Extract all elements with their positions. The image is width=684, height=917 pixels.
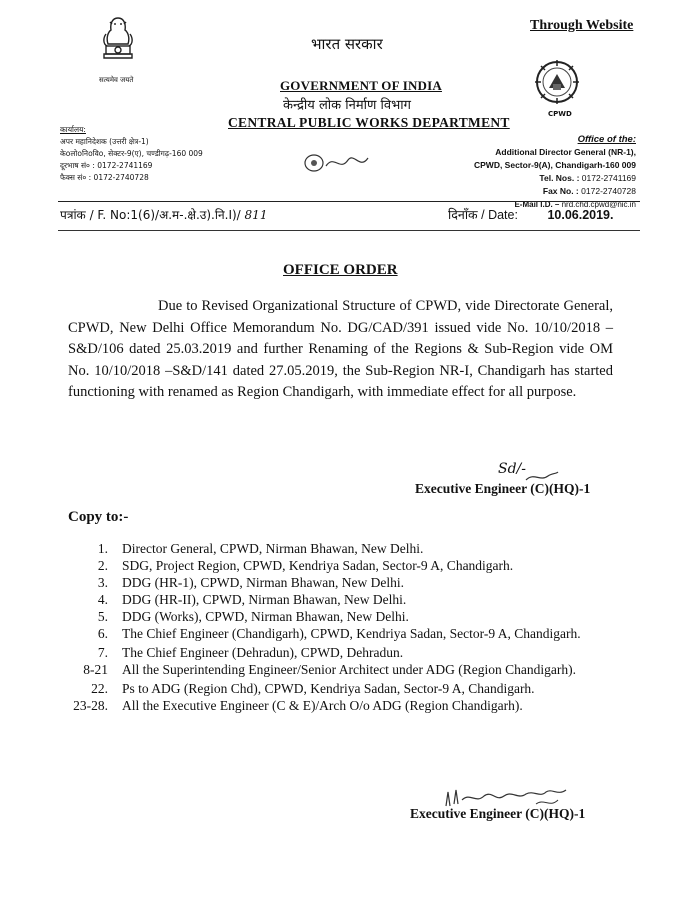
file-number: पत्रांक / F. No:1(6)/अ.म-.क्षे.उ).नि.I)/ — [60, 208, 241, 222]
fax-value: 0172-2740728 — [581, 186, 636, 196]
department-title: CENTRAL PUBLIC WORKS DEPARTMENT — [228, 115, 510, 130]
list-item-text: The Chief Engineer (Chandigarh), CPWD, Kendriya Sadan, Sector-9 A, Chandigarh. — [122, 626, 581, 641]
list-item — [58, 662, 618, 677]
cpwd-logo-icon — [533, 58, 581, 110]
copy-signatory: Executive Engineer (C)(HQ)-1 — [410, 806, 586, 821]
list-item-text: Ps to ADG (Region Chd), CPWD, Kendriya Sadan, Sector-9 A, Chandigarh. — [122, 681, 535, 696]
list-item — [58, 575, 618, 590]
signatory: Executive Engineer (C)(HQ)-1 — [415, 481, 591, 496]
hindi-office-address — [60, 124, 203, 184]
signature-mark: Sd/- — [498, 461, 526, 477]
list-item-number: 8-21 — [83, 662, 108, 677]
tel-value: 0172-2741169 — [581, 173, 636, 183]
date-value: 10.06.2019. — [547, 208, 614, 222]
list-item — [58, 558, 618, 573]
list-item — [58, 645, 618, 660]
address-label: कार्यालय: — [60, 125, 86, 134]
order-date — [448, 206, 613, 223]
list-item-number: 4. — [97, 592, 108, 607]
address-line: अपर महानिदेशक (उत्तरी क्षेत्र-1) — [60, 137, 149, 146]
list-item-number: 1. — [97, 541, 108, 556]
copy-to-label: Copy to:- — [68, 509, 129, 525]
list-item-text: All the Superintending Engineer/Senior Architect under ADG (Region Chandigarh). — [122, 662, 577, 677]
list-item — [58, 698, 618, 713]
date-label: दिनाँक / Date: — [448, 208, 518, 222]
header-divider — [58, 201, 640, 202]
handwritten-number: 811 — [244, 208, 268, 222]
through-website-label: Through Website — [530, 18, 634, 33]
address-phone: दूरभाष सं० : 0172-2741169 — [60, 161, 153, 170]
reference-divider — [58, 230, 640, 231]
list-item — [58, 626, 618, 641]
list-item — [58, 541, 618, 556]
file-reference — [60, 206, 267, 223]
list-item-text: DDG (Works), CPWD, Nirman Bhawan, New Delhi. — [122, 609, 409, 624]
list-item-number: 22. — [91, 681, 108, 696]
list-item-number: 23-28. — [73, 698, 108, 713]
address-line: Additional Director General (NR-1), — [495, 147, 636, 157]
fax-label: Fax No. : — [542, 186, 579, 196]
email-label: E-Mail I.D. – — [514, 200, 560, 209]
hindi-department-title: केन्द्रीय लोक निर्माण विभाग — [283, 98, 411, 113]
list-item-number: 2. — [97, 558, 108, 573]
office-of-label: Office of the: — [577, 134, 636, 145]
list-item-number: 7. — [97, 645, 108, 660]
office-order-title: OFFICE ORDER — [283, 262, 398, 278]
list-item — [58, 609, 618, 624]
emblem-caption: सत्यमेव जयते — [99, 76, 134, 84]
government-title: GOVERNMENT OF INDIA — [280, 78, 442, 93]
address-fax: फैक्स सं० : 0172-2740728 — [60, 173, 149, 182]
national-emblem-icon — [98, 14, 138, 76]
hindi-government-title: भारत सरकार — [311, 35, 383, 53]
english-office-address — [428, 133, 636, 211]
address-line: केoलोoनिoविo, सेक्टर-9(ए), चण्डीगढ़-160 009 — [60, 149, 203, 158]
list-item-number: 6. — [97, 626, 108, 641]
list-item-number: 5. — [97, 609, 108, 624]
list-item-number: 3. — [97, 575, 108, 590]
email-value: nrd.chd.cpwd@nic.in — [561, 200, 636, 209]
list-item-text: Director General, CPWD, Nirman Bhawan, New Delhi. — [122, 541, 424, 556]
list-item — [58, 681, 618, 696]
office-seal-signature-icon — [300, 150, 372, 176]
address-line: CPWD, Sector-9(A), Chandigarh-160 009 — [473, 160, 636, 170]
list-item-text: DDG (HR-II), CPWD, Nirman Bhawan, New Delhi. — [122, 592, 407, 607]
list-item — [58, 592, 618, 607]
list-item-text: All the Executive Engineer (C & E)/Arch O/o ADG (Region Chandigarh). — [122, 698, 523, 713]
list-item-text: The Chief Engineer (Dehradun), CPWD, Dehradun. — [122, 645, 404, 660]
list-item-text: SDG, Project Region, CPWD, Kendriya Sadan, Sector-9 A, Chandigarh. — [122, 558, 514, 573]
office-order-body: Due to Revised Organizational Structure of CPWD, vide Directorate General, CPWD, New Delhi Office Memorandum No. DG/CAD/391 issued vide No. 10/10/2018 –S&D/106 dated 25.03.2019 and further Renaming of the Regions & Sub-Region vide OM No. 10/10/2018 –S&D/141 dated 27.05.2019, the Sub-Region NR-I, Chandigarh has started functioning with renamed as Region Chandigarh, with immediate effect for all purpose. — [68, 298, 613, 400]
tel-label: Tel. Nos. : — [539, 173, 580, 183]
cpwd-logo-text: CPWD — [548, 110, 572, 118]
list-item-text: DDG (HR-1), CPWD, Nirman Bhawan, New Delhi. — [122, 575, 404, 590]
copy-to-list — [58, 541, 618, 715]
